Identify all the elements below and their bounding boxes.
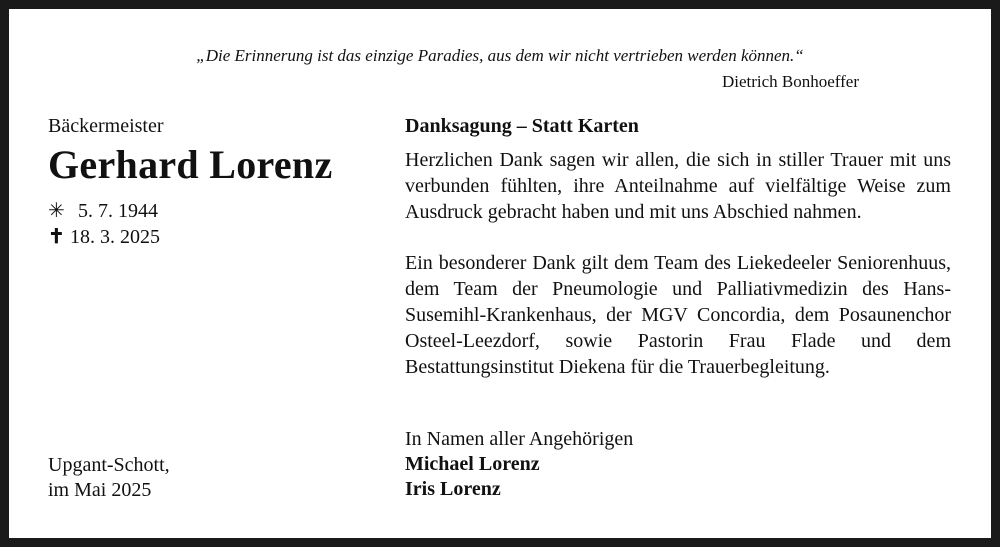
closing-block [405,427,951,502]
birth-date: 5. 7. 1944 [78,200,158,222]
place-date: im Mai 2025 [48,479,152,501]
deceased-profession: Bäckermeister [48,115,164,137]
acknowledgment-heading: Danksagung – Statt Karten [405,115,639,137]
signer-name: Iris Lorenz [405,478,501,500]
place-town: Upgant-Schott, [48,454,170,476]
acknowledgment-paragraph-2: Ein besonderer Dank gilt dem Team des Liekedeeler Seniorenhuus, dem Team der Pneumologie und Palliativmedizin des Hans-Susemihl-Krankenhaus, der MGV Concordia, dem Posaunenchor Osteel-Leezdorf, sowie Pastorin Frau Flade und dem Bestattungsinstitut Diekena für die Trauerbegleitung. [405,252,951,378]
deceased-name: Gerhard Lorenz [48,142,333,187]
death-date: 18. 3. 2025 [70,226,160,248]
quote-author: Dietrich Bonhoeffer [721,72,859,91]
acknowledgment-paragraph-1: Herzlichen Dank sagen wir allen, die sich in stiller Trauer mit uns verbunden fühlten, ihre Anteilnahme auf vielfältige Weise zum Ausdruck gebracht haben und mit uns Abschied nahmen. [405,149,951,223]
death-row [48,224,160,249]
death-cross-icon: ✝ [48,226,65,248]
place-and-date [48,453,170,503]
signer-name: Michael Lorenz [405,453,540,475]
closing-line: In Namen aller Angehörigen [405,428,634,450]
quote-text: „Die Erinnerung ist das einzige Paradies, aus dem wir nicht vertrieben werden können.“ [196,46,804,65]
birth-star-icon: ✳ [48,200,65,222]
birth-row [48,198,158,223]
